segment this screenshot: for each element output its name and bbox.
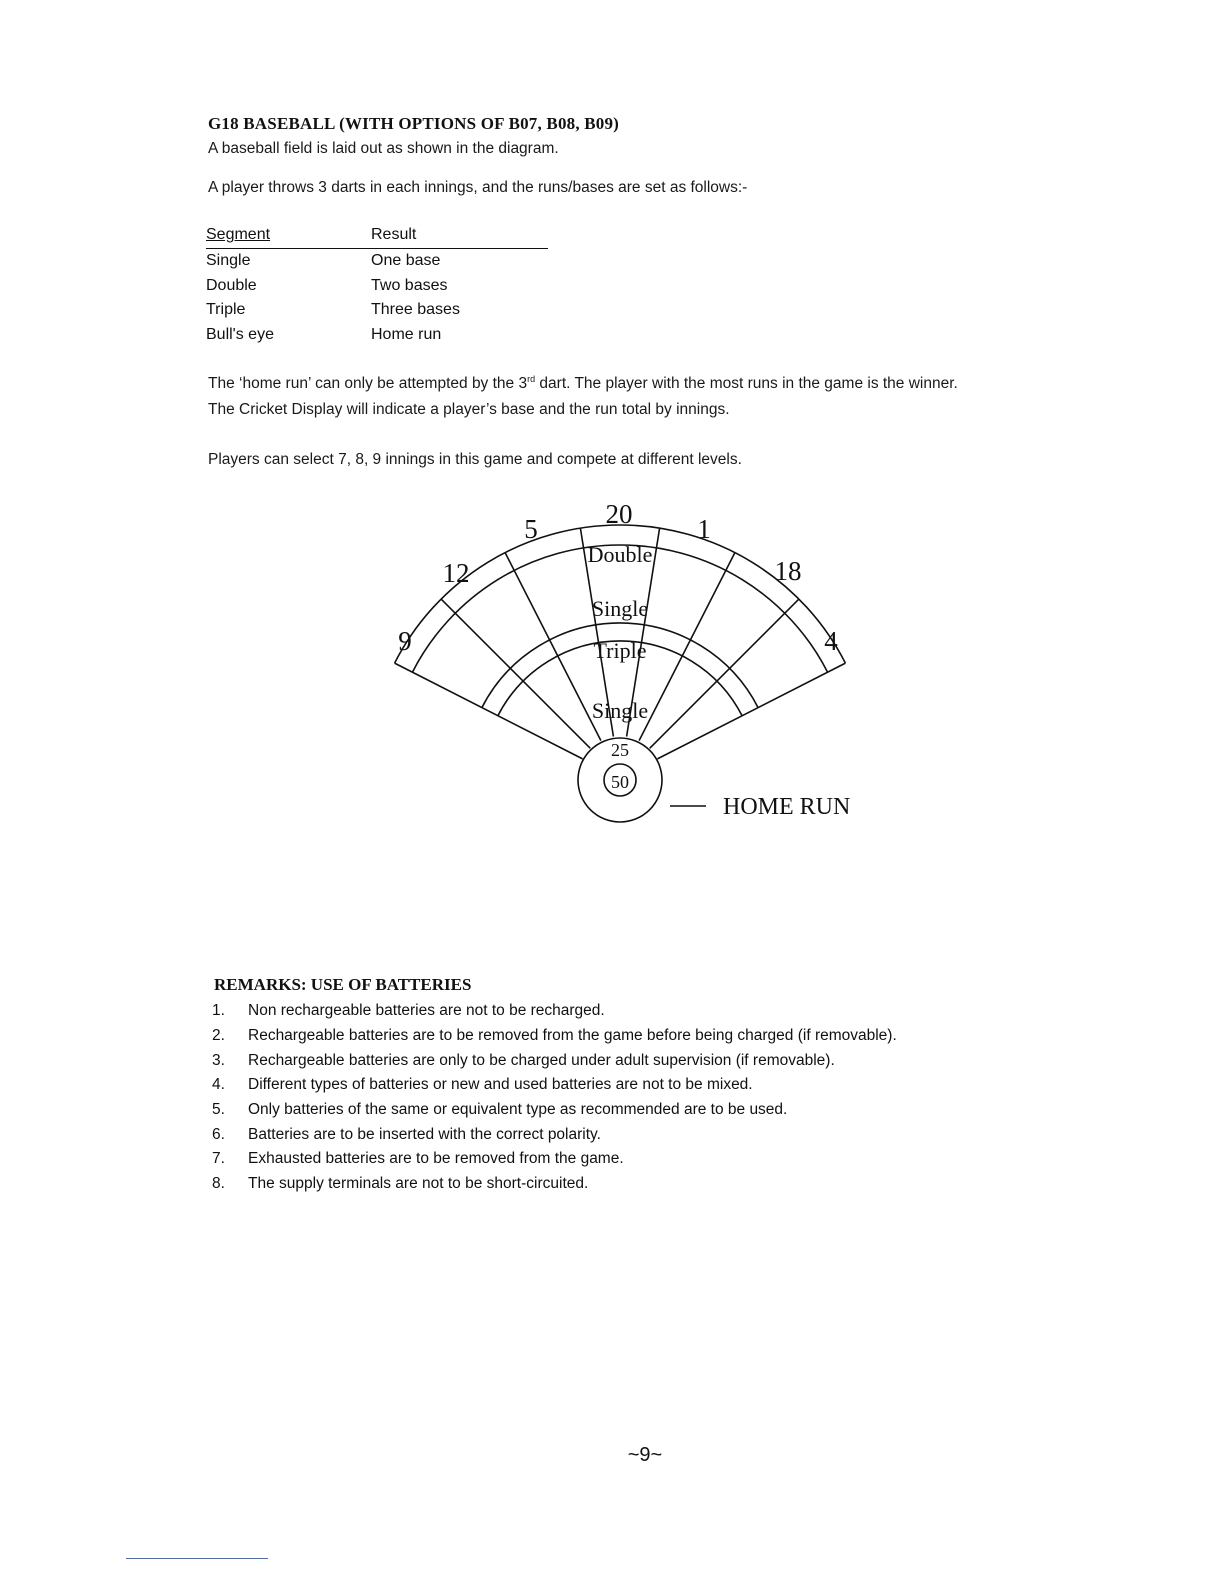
item-text: Batteries are to be inserted with the correct polarity. bbox=[248, 1125, 601, 1143]
list-item bbox=[212, 1024, 897, 1049]
item-text: Rechargeable batteries are to be removed from the game before being charged (if removable). bbox=[248, 1027, 897, 1045]
table-row bbox=[206, 249, 548, 274]
number-12: 12 bbox=[442, 558, 470, 588]
select-text: Players can select 7, 8, 9 innings in this game and compete at different levels. bbox=[208, 451, 742, 468]
homerun-text-b: dart. The player with the most runs in the game is the winner. bbox=[535, 375, 958, 393]
item-number: 1. bbox=[212, 1002, 225, 1020]
segment-cell: Bull's eye bbox=[206, 325, 274, 343]
table-row bbox=[206, 274, 548, 299]
triple-ring-outer bbox=[482, 623, 758, 708]
number-9: 9 bbox=[398, 626, 412, 656]
item-text: Different types of batteries or new and used batteries are not to be mixed. bbox=[248, 1076, 753, 1094]
result-cell: Two bases bbox=[371, 276, 448, 294]
number-20: 20 bbox=[605, 499, 633, 529]
number-1: 1 bbox=[697, 514, 711, 544]
item-text: Only batteries of the same or equivalent type as recommended are to be used. bbox=[248, 1101, 788, 1119]
table-header bbox=[206, 226, 548, 249]
table-row bbox=[206, 323, 548, 348]
double-label: Double bbox=[587, 542, 653, 567]
segment-divider bbox=[441, 599, 590, 748]
segment-cell: Single bbox=[206, 252, 251, 270]
segment-divider bbox=[395, 663, 583, 759]
remarks-title: REMARKS: USE OF BATTERIES bbox=[214, 975, 472, 994]
list-item bbox=[212, 1048, 897, 1073]
segment-divider bbox=[650, 599, 799, 748]
single-outer-label: Single bbox=[591, 596, 649, 621]
number-4: 4 bbox=[824, 626, 838, 656]
segment-cell: Triple bbox=[206, 301, 246, 319]
list-item bbox=[212, 1073, 897, 1098]
throws-text: A player throws 3 darts in each innings, and the runs/bases are set as follows:- bbox=[208, 179, 748, 196]
section-title: G18 BASEBALL (WITH OPTIONS OF B07, B08, B09) bbox=[208, 114, 620, 133]
item-number: 5. bbox=[212, 1101, 225, 1119]
list-item bbox=[212, 1172, 897, 1197]
cricket-text: The Cricket Display will indicate a player’s base and the run total by innings. bbox=[208, 401, 730, 418]
item-text: Rechargeable batteries are only to be charged under adult supervision (if removable). bbox=[248, 1051, 835, 1069]
result-cell: One base bbox=[371, 252, 441, 270]
item-number: 7. bbox=[212, 1150, 225, 1168]
item-text: The supply terminals are not to be short-circuited. bbox=[248, 1175, 589, 1193]
list-item bbox=[212, 1122, 897, 1147]
dartboard-diagram bbox=[380, 490, 900, 850]
intro-text: A baseball field is laid out as shown in the diagram. bbox=[208, 140, 559, 157]
item-number: 2. bbox=[212, 1027, 225, 1045]
item-number: 6. bbox=[212, 1125, 225, 1143]
home-run-label: HOME RUN bbox=[723, 794, 851, 820]
result-cell: Home run bbox=[371, 325, 442, 343]
remarks-list bbox=[212, 999, 897, 1197]
segment-divider bbox=[639, 553, 735, 741]
segment-divider bbox=[657, 663, 845, 759]
segment-cell: Double bbox=[206, 276, 257, 294]
segment-divider bbox=[505, 553, 601, 741]
item-number: 4. bbox=[212, 1076, 225, 1094]
inner-bull-label: 50 bbox=[611, 772, 629, 792]
homerun-text-a: The ‘home run’ can only be attempted by the 3 bbox=[208, 375, 528, 393]
item-text: Non rechargeable batteries are not to be recharged. bbox=[248, 1002, 605, 1020]
item-number: 8. bbox=[212, 1175, 225, 1193]
results-table bbox=[206, 226, 548, 347]
item-text: Exhausted batteries are to be removed from the game. bbox=[248, 1150, 624, 1168]
result-cell: Three bases bbox=[371, 301, 460, 319]
header-result: Result bbox=[371, 226, 417, 243]
triple-label: Triple bbox=[593, 638, 647, 663]
single-inner-label: Single bbox=[591, 698, 649, 723]
homerun-text bbox=[208, 374, 958, 393]
number-18: 18 bbox=[774, 556, 802, 586]
list-item bbox=[212, 1098, 897, 1123]
list-item bbox=[212, 999, 897, 1024]
outer-bull-label: 25 bbox=[611, 740, 629, 760]
page-number: ~9~ bbox=[627, 1444, 663, 1466]
footer-divider bbox=[126, 1558, 268, 1559]
ordinal-suffix: rd bbox=[527, 374, 536, 384]
header-segment: Segment bbox=[206, 226, 271, 243]
list-item bbox=[212, 1147, 897, 1172]
table-row bbox=[206, 298, 548, 323]
number-5: 5 bbox=[524, 514, 538, 544]
item-number: 3. bbox=[212, 1051, 225, 1069]
